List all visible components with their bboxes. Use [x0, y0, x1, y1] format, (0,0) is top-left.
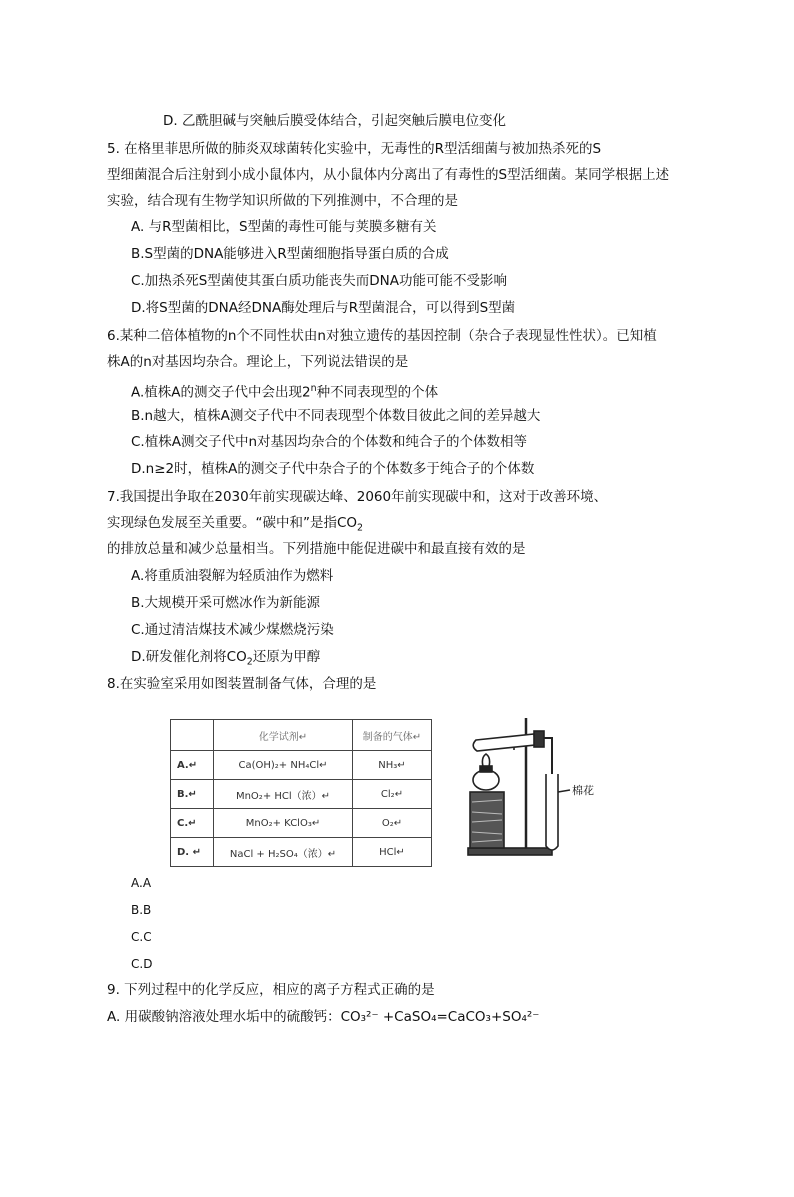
gas-cell: HCl↵ [353, 838, 432, 867]
gas-cell: O₂↵ [353, 809, 432, 838]
q7-stem-line2: 实现绿色发展至关重要。“碳中和”是指$CO_2$ [107, 515, 364, 534]
q6-option-b: B.n越大，植株A测交子代中不同表现型个体数目彼此之间的差异越大 [131, 408, 541, 424]
q5-stem-line2: 型细菌混合后注射到小成小鼠体内，从小鼠体内分离出了有毒性的S型活细菌。某同学根据上述 [107, 167, 670, 183]
gas-cell: NH₃↵ [353, 751, 432, 780]
table-header-row [171, 720, 432, 751]
table-row [171, 780, 432, 809]
cotton-label: 棉花 [572, 784, 594, 797]
q6-stem-line2: 株A的n对基因均杂合。理论上，下列说法错误的是 [107, 354, 409, 370]
row-label: B.↵ [171, 780, 214, 809]
reagent-table [170, 719, 432, 867]
row-label: C.↵ [171, 809, 214, 838]
row-label: A.↵ [171, 751, 214, 780]
q6-option-d: D.n≥2时，植株A的测交子代中杂合子的个体数多于纯合子的个体数 [131, 461, 535, 477]
collecting-tube [546, 774, 558, 850]
stopper [534, 731, 544, 747]
q8-option-a: A.A [131, 876, 152, 890]
reagent-cell: MnO₂+ KClO₃↵ [214, 809, 353, 838]
q7-option-b: B.大规模开采可燃冰作为新能源 [131, 595, 321, 611]
q7-option-d: D.研发催化剂将$CO_2$还原为甲醇 [131, 649, 321, 668]
stand-base [468, 848, 552, 855]
q6-option-c: C.植株A测交子代中n对基因均杂合的个体数和纯合子的个体数相等 [131, 434, 528, 450]
q4-option-d: D. 乙酰胆碱与突触后膜受体结合，引起突触后膜电位变化 [163, 113, 506, 129]
q7-stem-line3: 的排放总量和减少总量相当。下列措施中能促进碳中和最直接有效的是 [107, 541, 526, 557]
q5-option-a: A. 与R型菌相比，S型菌的毒性可能与荚膜多糖有关 [131, 219, 437, 235]
row-label: D. ↵ [171, 838, 214, 867]
q5-option-d: D.将S型菌的DNA经DNA酶处理后与R型菌混合，可以得到S型菌 [131, 300, 516, 316]
table-row [171, 751, 432, 780]
q6-stem-line1: 6.某种二倍体植物的n个不同性状由n对独立遗传的基因控制（杂合子表现显性性状）。已知植 [107, 328, 657, 344]
q9-option-a: A. 用碳酸钠溶液处理水垢中的硫酸钙：CO₃²⁻ +CaSO₄=CaCO₃+SO₄²⁻ [107, 1009, 540, 1025]
q7-option-c: C.通过清洁煤技术减少煤燃烧污染 [131, 622, 334, 638]
q8-option-d: C.D [131, 957, 153, 971]
q7-option-a: A.将重质油裂解为轻质油作为燃料 [131, 568, 334, 584]
q8-option-b: B.B [131, 903, 152, 917]
q8-option-c: C.C [131, 930, 152, 944]
q9-stem: 9. 下列过程中的化学反应，相应的离子方程式正确的是 [107, 982, 435, 998]
table-row [171, 838, 432, 867]
q5-stem-line1: 5. 在格里菲思所做的肺炎双球菌转化实验中，无毒性的R型活细菌与被加热杀死的S [107, 141, 602, 157]
q5-stem-line3: 实验，结合现有生物学知识所做的下列推测中，不合理的是 [107, 193, 458, 209]
q5-option-c: C.加热杀死S型菌使其蛋白质功能丧失而DNA功能可能不受影响 [131, 273, 508, 289]
table-header-cell: 制备的气体↵ [353, 720, 432, 751]
q5-option-b: B.S型菌的DNA能够进入R型菌细胞指导蛋白质的合成 [131, 246, 449, 262]
q6-option-a: A.植株A的测交子代中会出现2$^n$种不同表现型的个体 [131, 383, 439, 401]
gas-cell: Cl₂↵ [353, 780, 432, 809]
reagent-cell: MnO₂+ HCl（浓）↵ [214, 780, 353, 809]
q8-stem: 8.在实验室采用如图装置制备气体，合理的是 [107, 676, 377, 692]
reagent-cell: NaCl + H₂SO₄（浓）↵ [214, 838, 353, 867]
table-header-cell [171, 720, 214, 751]
q7-stem-line1: 7.我国提出争取在2030年前实现碳达峰、2060年前实现碳中和，这对于改善环境、 [107, 489, 608, 505]
table-header-cell: 化学试剂↵ [214, 720, 353, 751]
apparatus-diagram [462, 714, 597, 864]
table-row [171, 809, 432, 838]
reagent-cell: Ca(OH)₂+ NH₄Cl↵ [214, 751, 353, 780]
